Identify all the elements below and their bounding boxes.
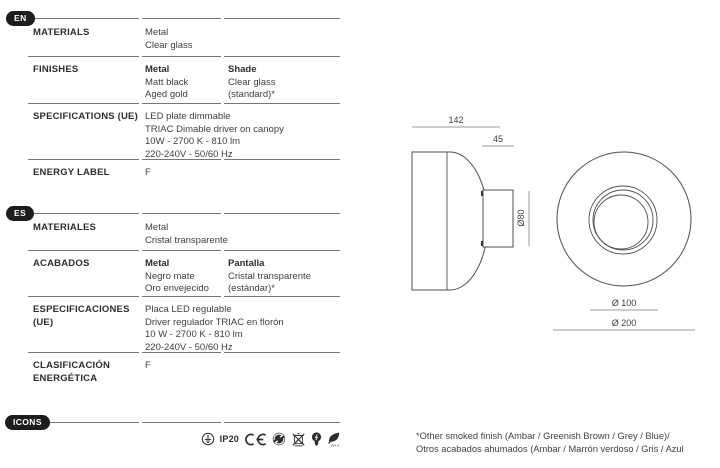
value-line: (estándar)* [228,283,275,294]
value-line: Aged gold [145,89,188,100]
materials-values-es [145,222,345,247]
row-divider [28,103,340,104]
language-badge-en: EN [6,11,35,26]
ip-rating-text: IP20 [219,434,239,444]
section-divider [28,18,340,19]
finishes-shade-column-es [228,258,338,296]
certification-icons-row [205,428,341,450]
row-divider [28,352,340,353]
weee-crossed-bin-icon [291,432,306,447]
finishes-shade-column-en [228,64,338,102]
value-line: 10W - 2700 K - 810 lm [145,136,241,147]
row-label-specifications-es: ESPECIFICACIONES (UE) [33,304,130,328]
dim-label-45: 45 [492,134,504,144]
front-view-outer-circle [557,152,691,286]
value-line: Metal [145,222,169,233]
row-label-finishes-es: ACABADOS [33,258,90,269]
dim-label-100: Ø 100 [611,298,637,308]
front-view-ring-circle [589,186,657,254]
row-label-finishes-en: FINISHES [33,64,79,75]
language-badge-es: ES [6,206,34,221]
row-label-energy-en: ENERGY LABEL [33,167,110,178]
icons-divider [40,422,340,423]
finishes-metal-column-en [145,64,225,102]
value-line: Negro mate [145,270,195,282]
value-line: TRIAC Dimable driver on canopy [145,123,284,135]
side-view-canopy [483,190,513,247]
energy-value-en: F [145,167,151,178]
energy-value-es: F [145,360,151,371]
value-line: Clear glass [145,39,193,51]
row-divider [28,159,340,160]
column-subhead: Metal [145,258,170,269]
value-line: Driver regulador TRIAC en florón [145,316,284,328]
dim-label-142: 142 [448,115,464,125]
row-label-specifications-en: SPECIFICATIONS (UE) [33,111,138,122]
section-divider [28,213,340,214]
value-line: Cristal transparente [228,270,311,282]
row-divider [28,296,340,297]
value-line: 220-240V - 50/60 Hz [145,148,233,160]
dim-label-80: Ø80 [516,209,526,227]
value-line: Placa LED regulable [145,304,232,315]
energy-leaf-icon [327,431,341,448]
row-label-materials-es: MATERIALES [33,222,97,233]
svg-text:A++: A++ [331,442,340,448]
row-label-materials-en: MATERIALS [33,27,90,38]
value-line: Cristal transparente [145,234,228,246]
green-dot-recycle-icon [272,432,286,446]
specifications-values-en [145,111,345,161]
column-subhead: Pantalla [228,258,265,269]
value-line: (standard)* [228,89,275,100]
value-line: Matt black [145,76,189,88]
value-line: Oro envejecido [145,283,209,294]
value-line: Clear glass [228,76,276,88]
value-line: LED plate dimmable [145,111,231,122]
materials-values-en [145,27,345,52]
smoked-finish-footnote [416,430,716,455]
technical-drawing [400,100,720,350]
class-1-earth-icon [201,432,215,446]
value-line: Metal [145,27,169,38]
dim-label-200: Ø 200 [611,318,637,328]
column-subhead: Shade [228,64,257,75]
icons-badge: ICONS [5,415,50,430]
footnote-line-en: *Other smoked finish (Ambar / Greenish Brown / Grey / Blue)/ [416,431,670,441]
column-subhead: Metal [145,64,170,75]
ce-mark-icon [244,433,267,446]
specifications-values-es [145,304,345,354]
row-divider [28,56,340,57]
led-bulb-icon [311,432,322,447]
row-label-energy-es: CLASIFICACIÓN ENERGÉTICA [33,360,111,384]
row-divider [28,250,340,251]
front-view-inner-circle [594,195,648,249]
value-line: 10 W - 2700 K - 810 lm [145,329,243,340]
footnote-line-es: Otros acabados ahumados (Ambar / Marrón verdoso / Gris / Azul [416,443,684,454]
side-view-body [412,152,488,290]
finishes-metal-column-es [145,258,225,296]
value-line: 220-240V - 50/60 Hz [145,341,233,353]
